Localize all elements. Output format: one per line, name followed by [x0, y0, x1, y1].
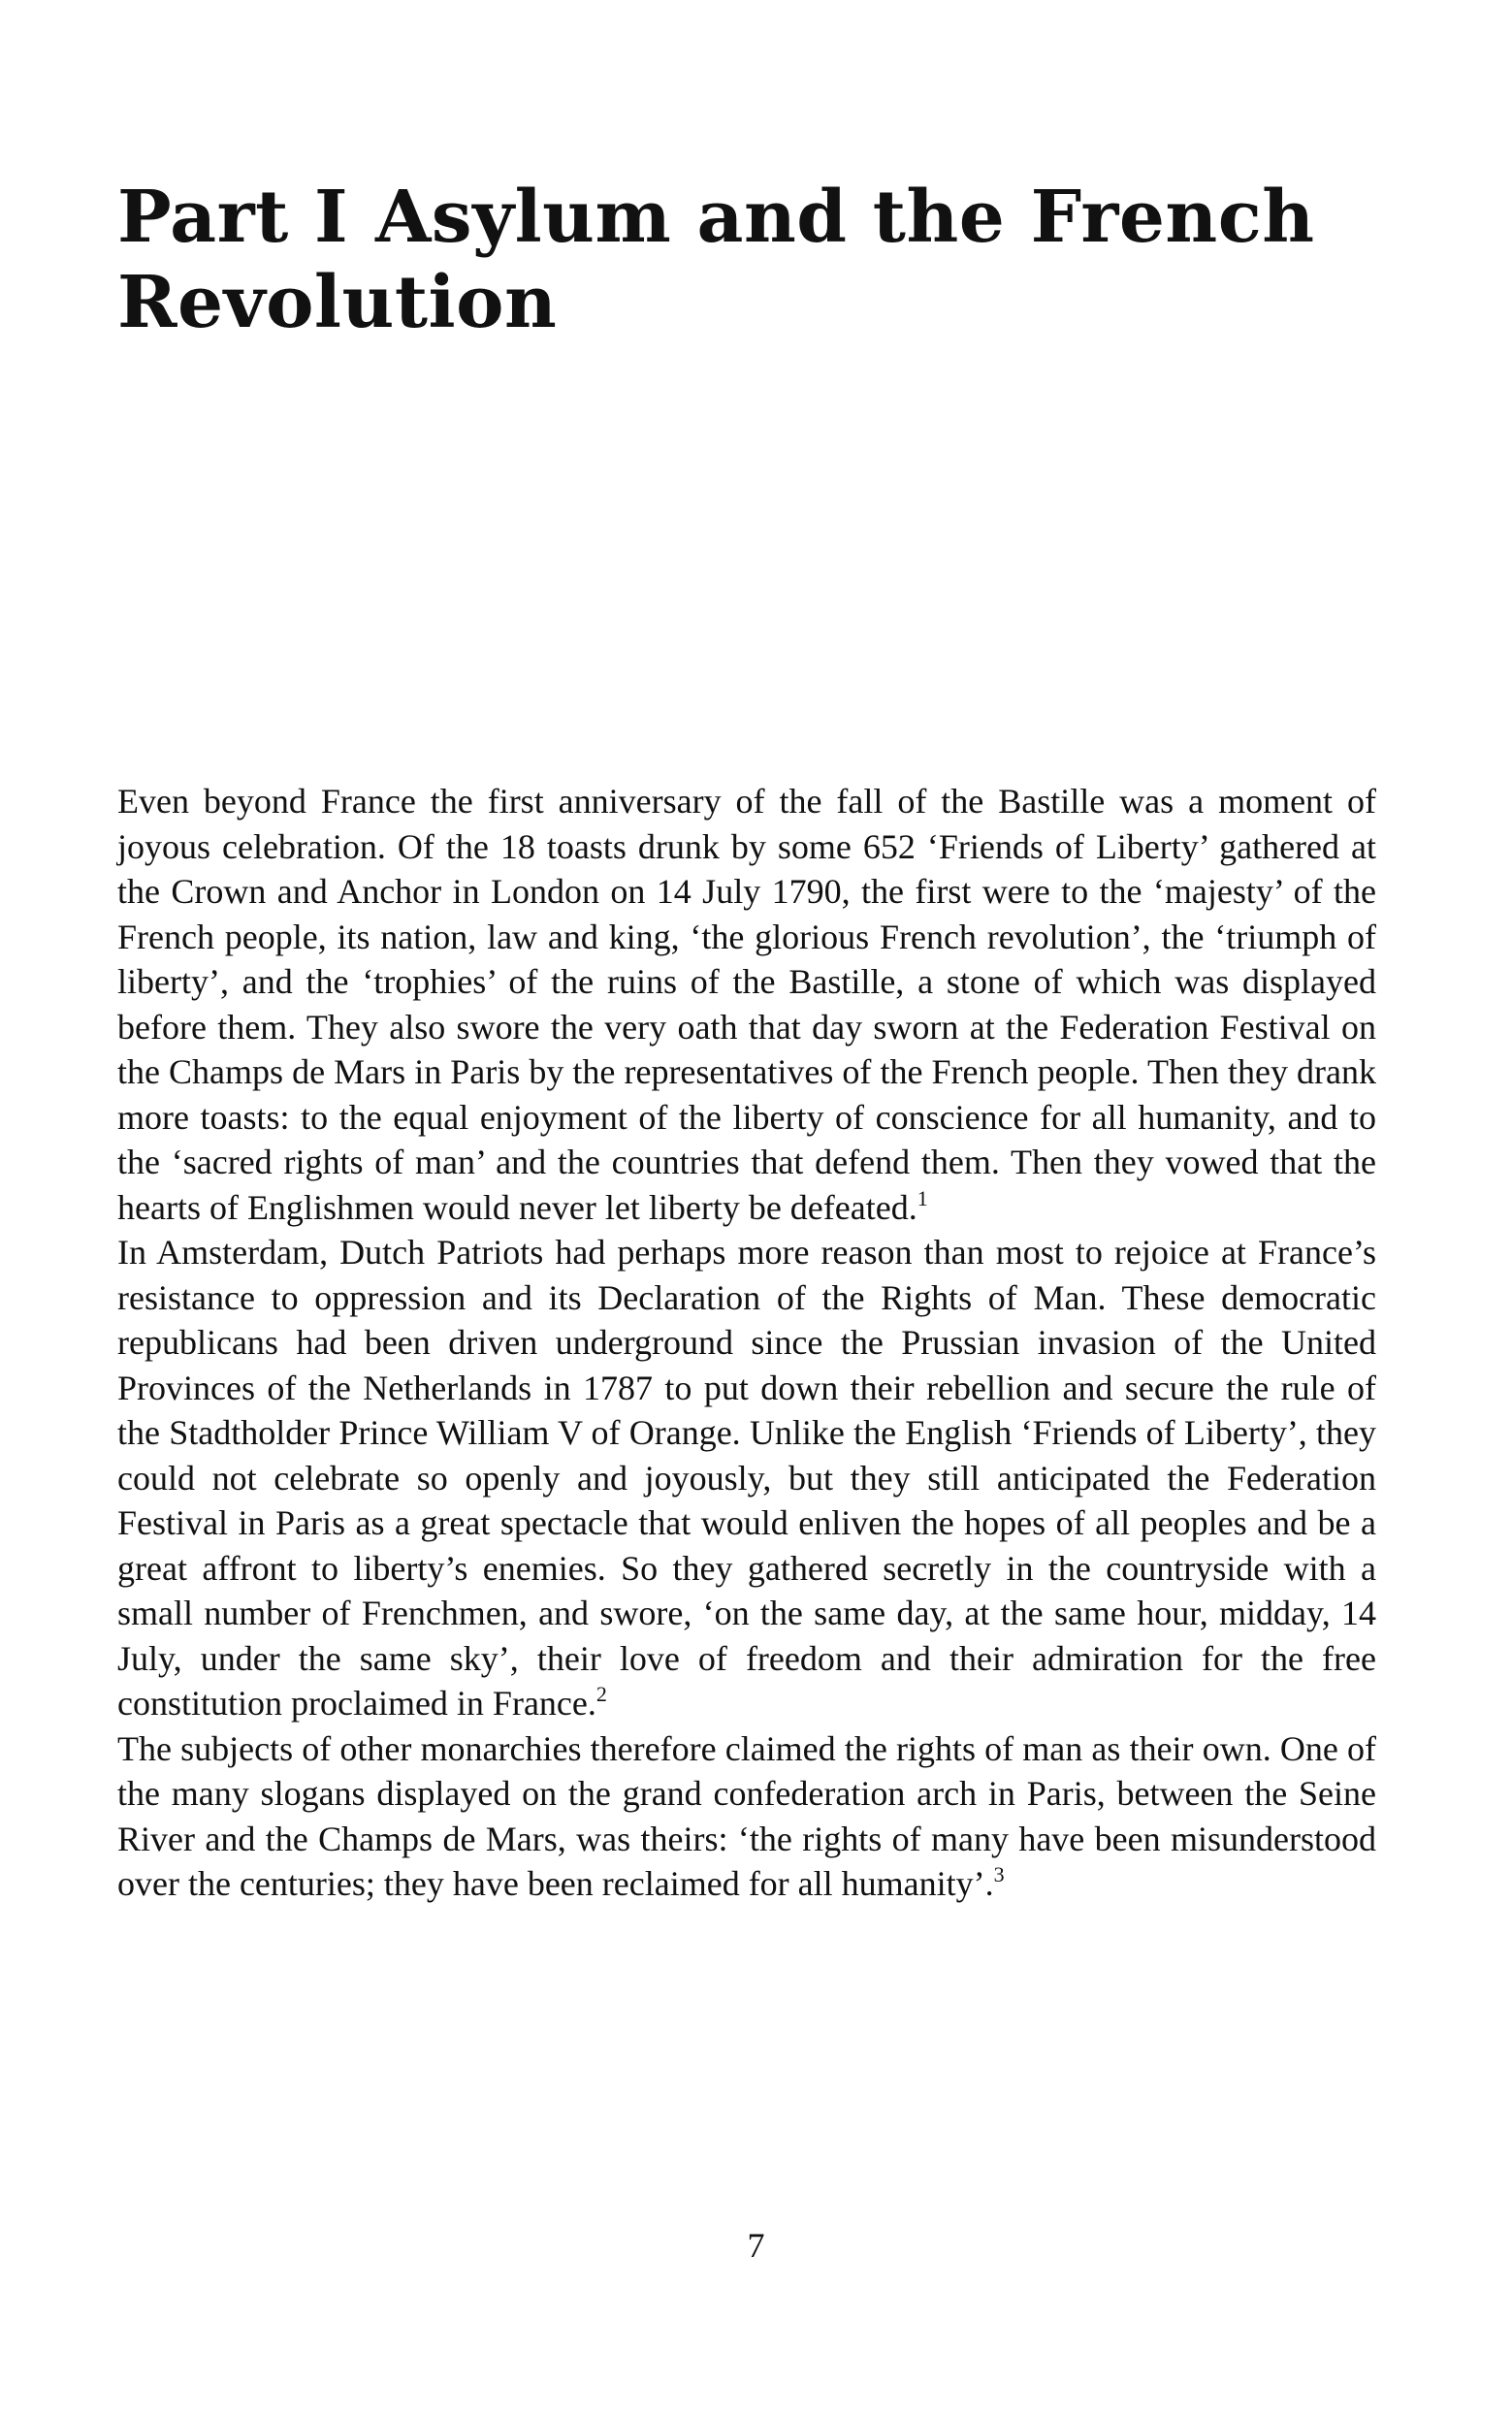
footnote-ref-1: 1	[917, 1185, 928, 1210]
paragraph-1	[117, 779, 1376, 1230]
footnote-ref-2: 2	[595, 1682, 607, 1706]
paragraph-2	[117, 1230, 1376, 1726]
part-label: Part I	[117, 176, 349, 259]
part-title-line-1: Asylum and the French	[375, 176, 1315, 259]
paragraph-3	[117, 1726, 1376, 1907]
part-title-line-2: Revolution	[117, 261, 558, 344]
footnote-ref-3: 3	[993, 1862, 1005, 1886]
body-text	[117, 779, 1376, 1907]
paragraph-3-text: The subjects of other monarchies therefore claimed the rights of man as their own. One of the many slogans displayed on the grand confederation arch in Paris, between the Seine River and the Champs de Mars, was theirs: ‘the rights of many have been misunderstood over the centuries; they have been reclaimed for all humanity’.	[117, 1728, 1376, 1903]
paragraph-1-text: Even beyond France the first anniversary of the fall of the Bastille was a moment of joyous celebration. Of the 18 toasts drunk by some 652 ‘Friends of Liberty’ gathered at the Crown and Anchor in London on 14 July 1790, the first were to the ‘majesty’ of the French people, its nation, law and king, ‘the glorious French revolution’, the ‘triumph of liberty’, and the ‘trophies’ of the ruins of the Bastille, a stone of which was displayed before them. They also swore the very oath that day sworn at the Federation Festival on the Champs de Mars in Paris by the representatives of the French people. Then they drank more toasts: to the equal enjoyment of the liberty of conscience for all humanity, and to the ‘sacred rights of man’ and the countries that defend them. Then they vowed that the hearts of Englishmen would never let liberty be defeated.	[117, 782, 1376, 1227]
part-heading	[117, 175, 1378, 345]
paragraph-2-text: In Amsterdam, Dutch Patriots had perhaps more reason than most to rejoice at France’s resistance to oppression and its Declaration of the Rights of Man. These democratic republicans had been driven underground since the Prussian invasion of the United Provinces of the Netherlands in 1787 to put down their rebellion and secure the rule of the Stadtholder Prince William V of Orange. Unlike the English ‘Friends of Liberty’, they could not celebrate so openly and joyously, but they still anticipated the Federation Festival in Paris as a great spectacle that would enliven the hopes of all peoples and be a great affront to liberty’s enemies. So they gathered secretly in the countryside with a small number of Frenchmen, and swore, ‘on the same day, at the same hour, midday, 14 July, under the same sky’, their love of freedom and their admiration for the free constitution proclaimed in France.	[117, 1233, 1376, 1723]
page-number: 7	[747, 2226, 765, 2265]
